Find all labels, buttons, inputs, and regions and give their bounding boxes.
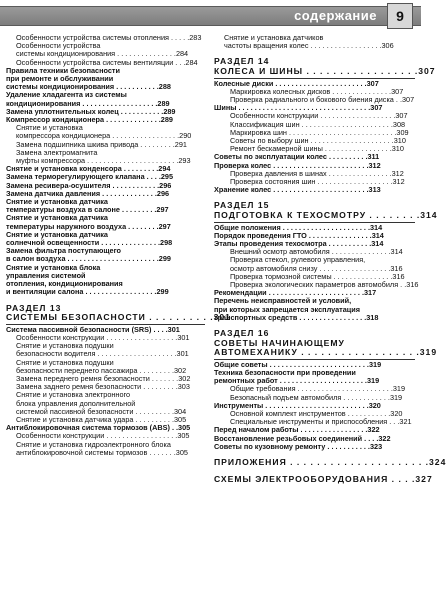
toc-subentry: безопасности переднего пассажира . . . . . . . . .302 bbox=[16, 365, 187, 375]
toc-right-column bbox=[214, 33, 446, 484]
page-header bbox=[0, 0, 421, 30]
toc-subentry: Советы по выбору шин . . . . . . . . . . . . . . . . . . . . .310 bbox=[230, 136, 406, 146]
toc-subentry: Маркировка шин . . . . . . . . . . . . . . . . . . . . . . . . . . .309 bbox=[230, 127, 409, 137]
page-number: 9 bbox=[387, 3, 413, 29]
toc-entry: кондиционирования . . . . . . . . . . . . . . . . . . .289 bbox=[6, 98, 170, 108]
toc-subentry: системы кондиционирования . . . . . . . . . . . . . . .284 bbox=[16, 49, 189, 59]
toc-subentry: системой пассивной безопасности . . . . . . . . . .304 bbox=[16, 406, 187, 416]
toc-subentry: Снятие и установка подушки bbox=[16, 341, 114, 351]
toc-entry: Хранение колес . . . . . . . . . . . . . . . . . . . . . . . .313 bbox=[214, 185, 381, 195]
toc-subentry: Основной комплект инструментов . . . . . . . . . . .320 bbox=[230, 409, 403, 419]
toc-subentry: Проверка стекол, рулевого управления, bbox=[230, 255, 366, 265]
toc-entry: солнечной освещенности . . . . . . . . . . . . . . .298 bbox=[6, 238, 173, 248]
section-heading: КОЛЕСА И ШИНЫ . . . . . . . . . . . . . . . . .307 bbox=[214, 66, 436, 76]
toc-subentry: компрессора кондиционера . . . . . . . . . . . . . . . . .290 bbox=[16, 131, 192, 141]
toc-entry: Советы по эксплуатации колес . . . . . . . . . .311 bbox=[214, 152, 380, 162]
toc-entry: Советы по кузовному ремонту . . . . . . . . . . .323 bbox=[214, 441, 383, 451]
toc-subentry: Общие требования . . . . . . . . . . . . . . . . . . . . . . . .319 bbox=[230, 384, 406, 394]
toc-entry: при ремонте и обслуживании bbox=[6, 74, 114, 84]
section-heading: ПРИЛОЖЕНИЯ . . . . . . . . . . . . . . . . . . . . .324 bbox=[214, 457, 446, 468]
section-heading: СХЕМЫ ЭЛЕКТРООБОРУДОВАНИЯ . . . .327 bbox=[214, 473, 433, 484]
section-heading: РАЗДЕЛ 15 bbox=[214, 200, 270, 211]
toc-entry: ремонтных работ . . . . . . . . . . . . . . . . . . . . . .319 bbox=[214, 376, 380, 386]
toc-subentry: Снятие и установка датчика удара . . . . . . . . . .305 bbox=[16, 414, 187, 424]
toc-entry: и вентиляции салона . . . . . . . . . . . . . . . . . .299 bbox=[6, 287, 169, 297]
toc-subentry: Проверка состояния шин . . . . . . . . . . . . . . . . . . .312 bbox=[230, 177, 405, 187]
toc-subentry: Классификация шин . . . . . . . . . . . . . . . . . . . . . . .308 bbox=[230, 119, 406, 129]
toc-subentry: Особенности устройства bbox=[16, 41, 101, 51]
section-heading: РАЗДЕЛ 13 bbox=[6, 302, 62, 313]
toc-subentry: антиблокировочной системы тормозов . . . . . . .305 bbox=[16, 447, 188, 457]
toc-entry: Замена терморегулирующего клапана . . . .295 bbox=[6, 172, 174, 182]
toc-subentry: Особенности конструкции . . . . . . . . . . . . . . . . . .305 bbox=[16, 431, 190, 441]
toc-subentry: Проверка тормозной системы . . . . . . . . . . . . . . .316 bbox=[230, 271, 405, 281]
toc-entry: Удаление хладагента из системы bbox=[6, 90, 127, 100]
toc-entry: Восстановление резьбовых соединений . . . .322 bbox=[214, 433, 391, 443]
toc-entry: Снятие и установка блока bbox=[6, 262, 101, 272]
toc-entry: Проверка колес . . . . . . . . . . . . . . . . . . . . . . . .312 bbox=[214, 160, 381, 170]
toc-entry: Колесные диски . . . . . . . . . . . . . . . . . . . . . . .307 bbox=[214, 78, 379, 88]
toc-subentry: Особенности устройства системы вентиляции . . .284 bbox=[16, 57, 198, 67]
section-heading: РАЗДЕЛ 14 bbox=[214, 56, 270, 67]
toc-entry: Техника безопасности при проведении bbox=[214, 368, 356, 378]
toc-entry: температуры воздуха в салоне . . . . . . . . .297 bbox=[6, 205, 169, 215]
toc-entry: температуры наружного воздуха . . . . . . . .297 bbox=[6, 221, 171, 231]
section-heading: СИСТЕМЫ БЕЗОПАСНОСТИ . . . . . . . . . .301 bbox=[6, 312, 231, 323]
toc-subentry: Замена подшипника шкива привода . . . . . . . . .291 bbox=[16, 139, 187, 149]
toc-entry: Правила техники безопасности bbox=[6, 65, 120, 75]
toc-subentry: Внешний осмотр автомобиля . . . . . . . . . . . . . . .314 bbox=[230, 247, 403, 257]
toc-subentry: Замена переднего ремня безопасности . . . . . . .302 bbox=[16, 373, 191, 383]
toc-subentry: Ремонт бескамерной шины . . . . . . . . . . . . . . . . .310 bbox=[230, 144, 404, 154]
toc-subentry: Особенности конструкции . . . . . . . . . . . . . . . . . . .307 bbox=[230, 111, 408, 121]
toc-entry: Порядок проведения ГТО . . . . . . . . . . . . . . . .314 bbox=[214, 230, 384, 240]
section-heading: ПОДГОТОВКА К ТЕХОСМОТРУ . . . . . . . .314 bbox=[214, 210, 438, 221]
toc-subentry: Проверка давления в шинах . . . . . . . . . . . . . . . .312 bbox=[230, 168, 404, 178]
toc-entry: Перед началом работы . . . . . . . . . . . . . . . . .322 bbox=[214, 425, 380, 435]
toc-entry: Снятие и установка конденсора . . . . . . . . .294 bbox=[6, 164, 171, 174]
toc-entry: Компрессор кондиционера . . . . . . . . . . . . . .289 bbox=[6, 115, 173, 125]
header-title: содержание bbox=[294, 8, 377, 23]
toc-entry: Рекомендации . . . . . . . . . . . . . . . . . . . . . . . .317 bbox=[214, 288, 377, 298]
toc-entry: Инструменты . . . . . . . . . . . . . . . . . . . . . . . . . .320 bbox=[214, 400, 381, 410]
toc-entry: Замена фильтра поступающего bbox=[6, 246, 121, 256]
toc-subentry: Снятие и установка bbox=[16, 123, 83, 133]
toc-entry: Снятие и установка датчика bbox=[6, 197, 108, 207]
toc-entry: Общие советы . . . . . . . . . . . . . . . . . . . . . . . . .319 bbox=[214, 359, 382, 369]
toc-entry: Замена датчика давления . . . . . . . . . . . . . .296 bbox=[6, 188, 170, 198]
toc-entry: Антиблокировочная система тормозов (ABS) . .305 bbox=[6, 423, 191, 433]
toc-entry: Шины . . . . . . . . . . . . . . . . . . . . . . . . . . . . . . . . .307 bbox=[214, 103, 383, 113]
toc-entry: управления системой bbox=[6, 270, 86, 280]
toc-entry: отопления, кондиционирования bbox=[6, 279, 123, 289]
toc-subentry: Снятие и установка датчиков bbox=[224, 33, 324, 42]
toc-subentry: Снятие и установка подушки bbox=[16, 357, 114, 367]
section-heading: РАЗДЕЛ 16 bbox=[214, 328, 270, 339]
toc-subentry: Замена электромагнита bbox=[16, 147, 98, 157]
toc-subentry: блока управления дополнительной bbox=[16, 398, 136, 408]
toc-entry: Этапы проведения техосмотра . . . . . . . . . . .314 bbox=[214, 239, 384, 249]
toc-subentry: Проверка радиального и бокового биения диска . .307 bbox=[230, 95, 415, 104]
toc-subentry: безопасности водителя . . . . . . . . . . . . . . . . . . . .301 bbox=[16, 349, 189, 359]
toc-subentry: Снятие и установка электронного bbox=[16, 390, 131, 400]
toc-subentry: муфты компрессора . . . . . . . . . . . . . . . . . . . . . . .293 bbox=[16, 156, 191, 166]
toc-entry: Система пассивной безопасности (SRS) . . . .301 bbox=[6, 324, 180, 334]
toc-subentry: Замена заднего ремня безопасности . . . . . . . . .303 bbox=[16, 382, 190, 392]
toc-entry: Снятие и установка датчика bbox=[6, 229, 108, 239]
section-heading: АВТОМЕХАНИКУ . . . . . . . . . . . . . . . . . .319 bbox=[214, 347, 438, 358]
toc-entry: Замена ресивера-осушителя . . . . . . . . . . . .296 bbox=[6, 180, 172, 190]
toc-subentry: Маркировка колесных дисков . . . . . . . . . . . . . . .307 bbox=[230, 86, 404, 96]
toc-subentry: Снятие и установка гидроэлектронного блока bbox=[16, 439, 171, 449]
toc-entry: в салон воздуха . . . . . . . . . . . . . . . . . . . . . . .299 bbox=[6, 254, 171, 264]
toc-entry: при которых запрещается эксплуатация bbox=[214, 304, 360, 314]
toc-subentry: Проверка экологических параметров автомобиля . .316 bbox=[230, 280, 419, 290]
toc-subentry: частоты вращения колес . . . . . . . . . . . . . . . . . .306 bbox=[224, 41, 394, 51]
toc-subentry: осмотр автомобиля снизу . . . . . . . . . . . . . . . . . .316 bbox=[230, 263, 403, 273]
toc-entry: системы кондиционирования . . . . . . . . . . .288 bbox=[6, 82, 171, 92]
toc-subentry: Особенности устройства системы отопления . . . . .283 bbox=[16, 33, 202, 42]
toc-entry: Снятие и установка датчика bbox=[6, 213, 108, 223]
section-heading: СОВЕТЫ НАЧИНАЮЩЕМУ bbox=[214, 337, 345, 348]
toc-subentry: Особенности конструкции . . . . . . . . . . . . . . . . . .301 bbox=[16, 332, 190, 342]
toc-entry: Общие положения . . . . . . . . . . . . . . . . . . . . . .314 bbox=[214, 222, 383, 232]
toc-entry: Замена уплотнительных колец . . . . . . . . . . .289 bbox=[6, 106, 176, 116]
toc-left-column bbox=[6, 33, 231, 457]
toc-entry: Перечень неисправностей и условий, bbox=[214, 296, 352, 306]
toc-subentry: Безопасный подъем автомобиля . . . . . . . . . . . .319 bbox=[230, 392, 403, 402]
toc-entry: транспортных средств . . . . . . . . . . . . . . . . .318 bbox=[214, 312, 379, 322]
toc-subentry: Специальные инструменты и приспособления . . .321 bbox=[230, 417, 412, 427]
